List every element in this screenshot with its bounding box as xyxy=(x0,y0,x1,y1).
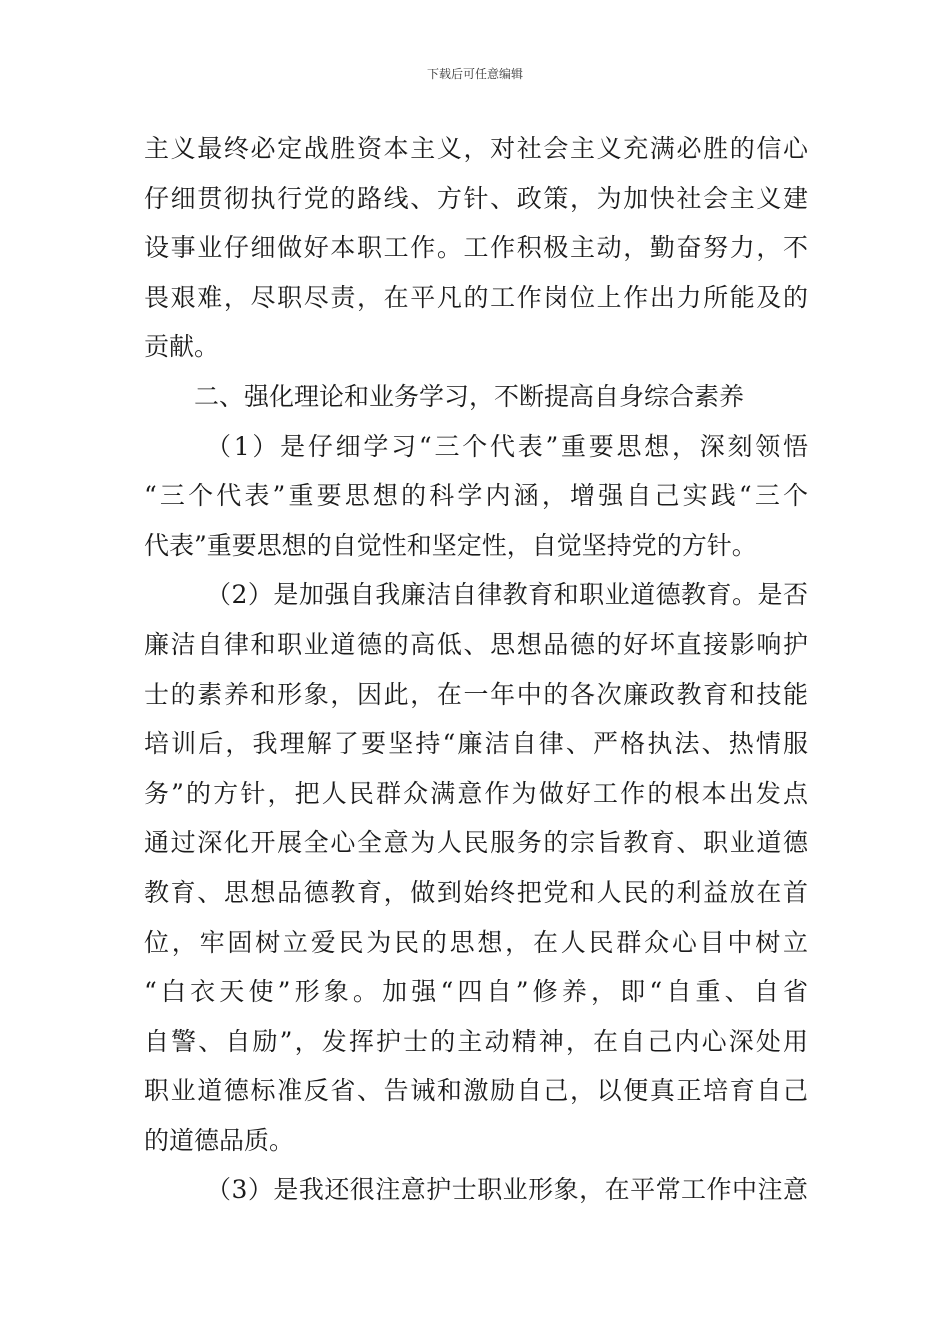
text-line: 位，牢固树立爱民为民的思想，在人民群众心目中树立 xyxy=(144,927,808,957)
text-line: 自警、自励”，发挥护士的主动精神，在自己内心深处用 xyxy=(144,1026,808,1056)
text-line: 培训后，我理解了要坚持“廉洁自律、严格执法、热情服 xyxy=(144,729,808,759)
text-line: 畏艰难，尽职尽责，在平凡的工作岗位上作出力所能及的 xyxy=(144,282,808,312)
text-line: （1）是仔细学习“三个代表”重要思想，深刻领悟 xyxy=(206,431,808,461)
text-line: 士的素养和形象，因此，在一年中的各次廉政教育和技能 xyxy=(144,679,808,709)
text-line: （3）是我还很注意护士职业形象，在平常工作中注意 xyxy=(206,1175,808,1205)
text-line: “三个代表”重要思想的科学内涵，增强自己实践“三个 xyxy=(144,481,808,511)
text-line: 的道德品质。 xyxy=(144,1125,295,1155)
text-line: 职业道德标准反省、告诫和激励自己，以便真正培育自己 xyxy=(144,1076,808,1106)
text-line: 主义最终必定战胜资本主义，对社会主义充满必胜的信心 xyxy=(144,134,808,163)
text-line: （2）是加强自我廉洁自律教育和职业道德教育。是否 xyxy=(206,580,808,610)
text-line: 教育、思想品德教育，做到始终把党和人民的利益放在首 xyxy=(144,877,808,907)
text-line: 设事业仔细做好本职工作。工作积极主动，勤奋努力，不 xyxy=(144,233,808,263)
text-line: 仔细贯彻执行党的路线、方针、政策，为加快社会主义建 xyxy=(144,183,808,213)
text-line: 贡献。 xyxy=(144,332,220,362)
document-body xyxy=(144,124,808,1215)
page-header: 下载后可任意编辑 xyxy=(426,67,523,81)
text-line: 二、强化理论和业务学习，不断提高自身综合素养 xyxy=(194,381,745,411)
text-line: “白衣天使”形象。加强“四自”修养，即“自重、自省 xyxy=(144,977,808,1007)
text-line: 通过深化开展全心全意为人民服务的宗旨教育、职业道德 xyxy=(144,828,808,858)
text-line: 廉洁自律和职业道德的高低、思想品德的好坏直接影响护 xyxy=(144,629,808,659)
text-line: 代表”重要思想的自觉性和坚定性，自觉坚持党的方针。 xyxy=(144,530,757,560)
text-line: 务”的方针，把人民群众满意作为做好工作的根本出发点 xyxy=(144,778,808,808)
